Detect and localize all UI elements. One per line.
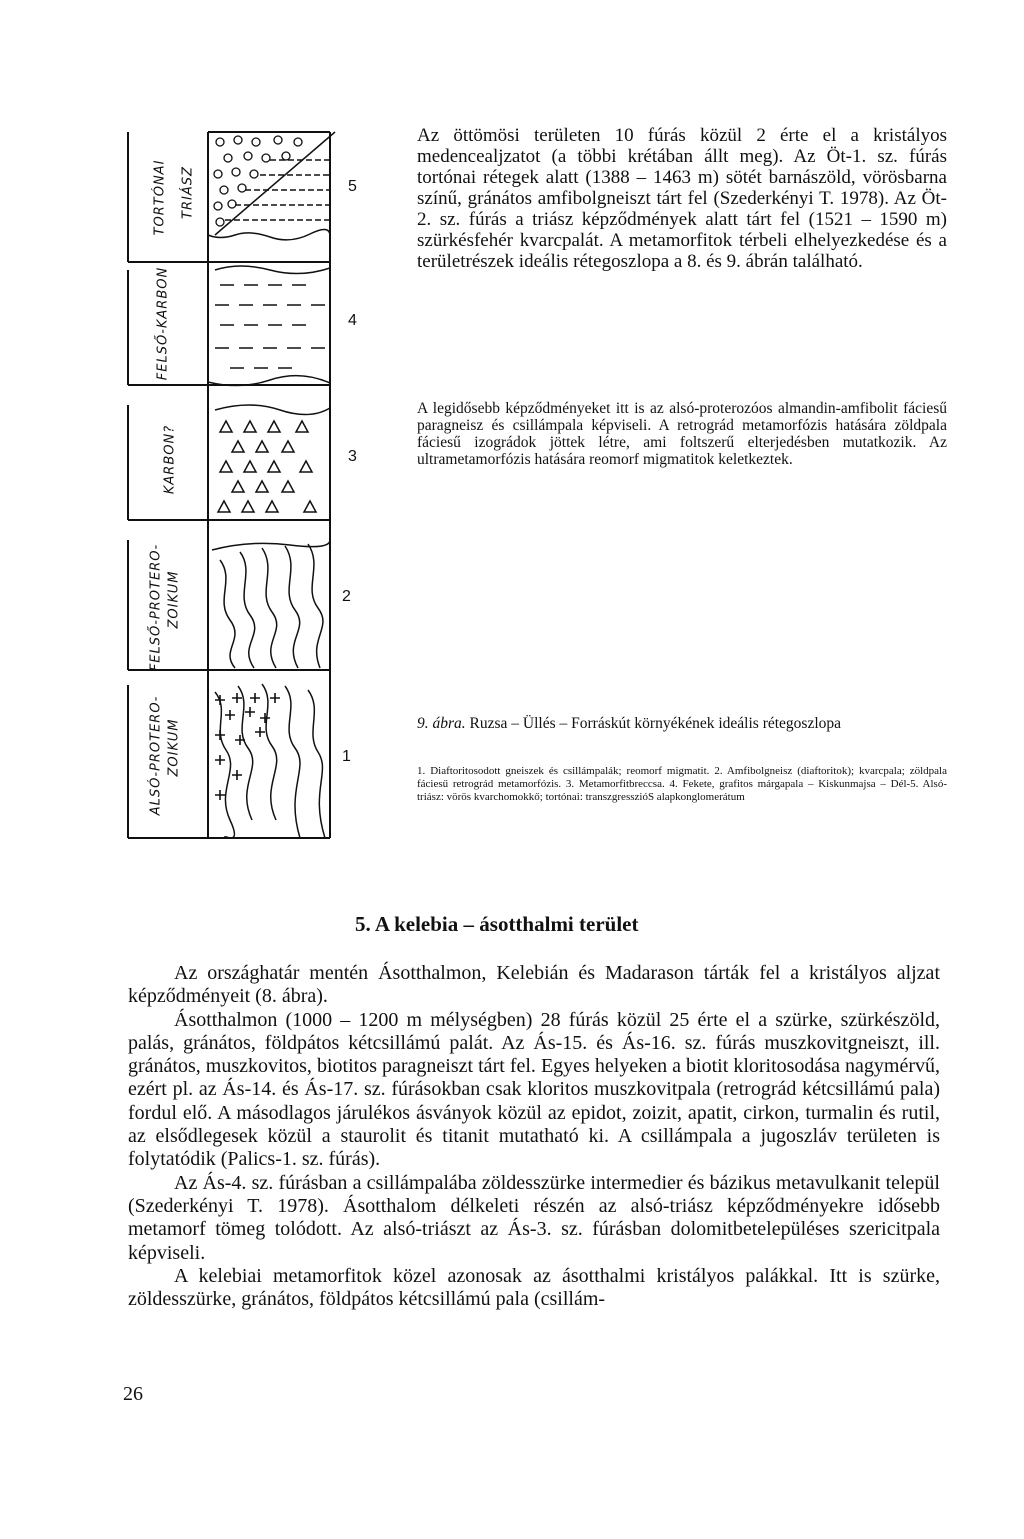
figure-caption bbox=[417, 715, 947, 733]
body-paragraph: Ásotthalmon (1000 – 1200 m mélységben) 28 fúrás közül 25 érte el a szürke, szürkészöld, palás, gránátos, földpátos kétcsillámú palát. Az Ás-15. és Ás-16. sz. fúrás muszkovitgneiszt, ill. gránátos, muszkovitos, biotitos paragneiszt tárt fel. Egyes helyeken a biotit kloritosodása nagymérvű, ezért pl. az Ás-14. és Ás-17. sz. fúrásokban csak kloritos muszkovitpala (retrográd kétcsillámú pala) fordul elő. A másodlagos járulékos ásványok közül az epidot, zoizit, apatit, cirkon, turmalin és rutil, az elsődlegesek közül a staurolit és titanit mutatható ki. A csillámpala a jugoszláv területen is folytatódik (Palics-1. sz. fúrás). bbox=[128, 1008, 940, 1171]
section-title: A kelebia – ásotthalmi terület bbox=[374, 912, 639, 936]
label-felso-karbon: FELSŐ-KARBON bbox=[155, 266, 171, 381]
body-paragraph: Az Ás-4. sz. fúrásban a csillámpalába zöldesszürke intermedier és bázikus metavulkanit települ (Szederkényi T. 1978). Ásotthalom délkeleti részén az alsó-triász képződményekre idősebb metamorf tömeg tolódott. Az alsó-triászt az Ás-3. sz. fúrásban dolomitbetelepüléses szericitpala képviseli. bbox=[128, 1171, 940, 1264]
page-number: 26 bbox=[123, 1383, 143, 1405]
body-text bbox=[128, 962, 940, 1311]
paragraph-ottomos: Az öttömösi területen 10 fúrás közül 2 érte el a kristályos medencealjzatot (a többi krétában állt meg). Az Öt-1. sz. fúrás tortónai rétegek alatt (1388 – 1463 m) sötét barnászöld, vörösbarna színű, gránátos amfibolgneiszt tárt fel (Szederkényi T. 1978). Az Öt-2. sz. fúrás a triász képződmények alatt tárt fel (1521 – 1590 m) szürkésfehér kvarcpalát. A metamorfitok térbeli elhelyezkedése és a területrészek ideális rétegoszlopa a 8. és 9. ábrán található. bbox=[417, 125, 947, 272]
unit-number-3: 3 bbox=[348, 448, 357, 465]
label-tortonai: TORTÓNAI bbox=[152, 159, 168, 236]
section-number: 5. bbox=[355, 912, 371, 936]
unit-number-2: 2 bbox=[342, 588, 351, 605]
body-paragraph: A kelebiai metamorfitok közel azonosak az ásotthalmi kristályos palákkal. Itt is szürke, zöldesszürke, gránátos, földpátos kétcsillámú pala (csillám- bbox=[128, 1264, 940, 1311]
unit-number-4: 4 bbox=[348, 312, 357, 329]
section-heading bbox=[355, 912, 638, 937]
label-karbon: KARBON? bbox=[162, 424, 178, 495]
label-felso-proterozoikum: FELSŐ-PROTERO- bbox=[148, 543, 164, 672]
body-paragraph: Az országhatár mentén Ásotthalmon, Kelebián és Madarason tárták fel a kristályos aljzat képződményeit (8. ábra). bbox=[128, 962, 940, 1008]
unit-number-5: 5 bbox=[348, 178, 357, 195]
figure-title: Ruzsa – Üllés – Forráskút környékének ideális rétegoszlopa bbox=[469, 715, 842, 732]
label-felso-proterozoikum-2: ZOIKUM bbox=[166, 570, 182, 629]
label-also-proterozoikum: ALSÓ-PROTERO- bbox=[148, 695, 164, 816]
figure-legend: 1. Diaftoritosodott gneiszek és csillámpalák; reomorf migmatit. 2. Amfibolgneisz (diaftoritok); kvarcpala; zöldpala fáciesű retrográd metamorfózis. 3. Metamorfitbreccsa. 4. Fekete, grafitos márgapala – Kiskunmajsa – Dél-5. Alsó-triász: vörös kvarchomokkő; tortónai: transzgresszióS alapkonglomerátum bbox=[417, 765, 947, 803]
unit-number-1: 1 bbox=[342, 748, 351, 765]
label-triasz: TRIÁSZ bbox=[180, 166, 196, 219]
figure-label: 9. ábra. bbox=[417, 715, 466, 732]
paragraph-oldest-formations: A legidősebb képződményeket itt is az alsó-proterozóos almandin-amfibolit fáciesű paragneisz és csillámpala képviseli. A retrográd metamorfózis hatására zöldpala fáciesű izográdok jöttek létre, ami foltszerű elterjedésben mutatkozik. Az ultrametamorfózis hatására reomorf migmatitok keletkeztek. bbox=[417, 400, 947, 468]
label-also-proterozoikum-2: ZOIKUM bbox=[166, 718, 182, 777]
